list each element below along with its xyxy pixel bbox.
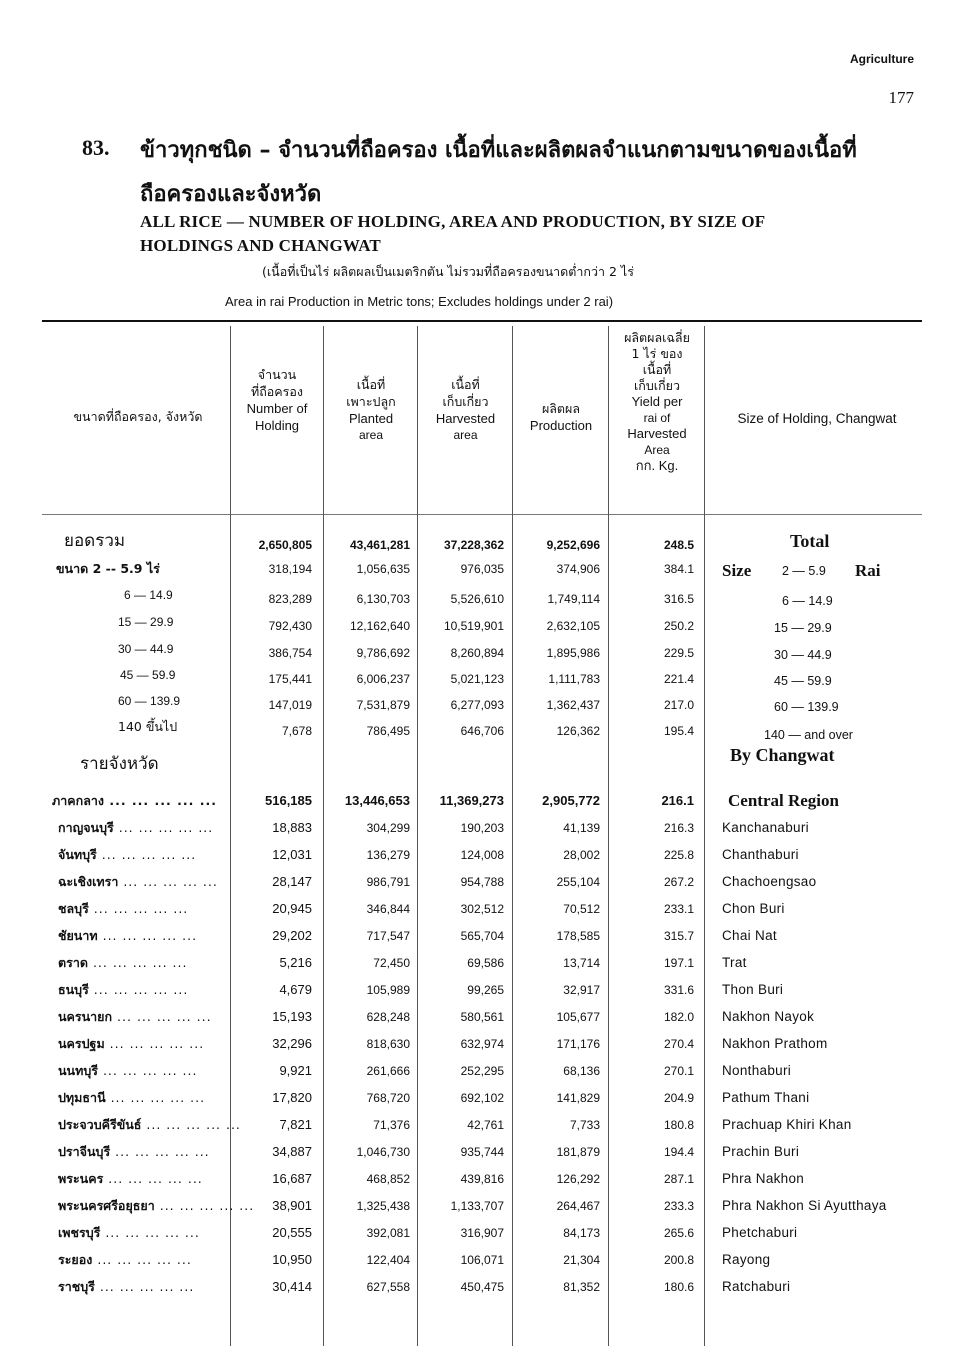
- cell-harvested: 565,704: [460, 929, 504, 943]
- cell-planted: 72,450: [373, 956, 410, 970]
- row-label-thai: ขนาด 2 -- 5.9 ไร่: [56, 561, 160, 576]
- cell-harvested: 316,907: [460, 1226, 504, 1240]
- cell-harvested: 976,035: [460, 562, 504, 576]
- table-row-region: [0, 788, 966, 814]
- table-row-total: [0, 528, 966, 554]
- row-label-thai: พระนครศรีอยุธยา ... ... ... ... ...: [58, 1198, 255, 1213]
- cell-production: 126,362: [556, 724, 600, 738]
- cell-yield: 248.5: [663, 538, 694, 552]
- header-number-of-holding: จำนวน ที่ถือครอง Number of Holding: [246, 367, 308, 433]
- cell-planted: 261,666: [366, 1064, 410, 1078]
- cell-holdings: 32,296: [272, 1036, 312, 1051]
- cell-harvested: 5,021,123: [450, 672, 504, 686]
- cell-yield: 287.1: [663, 1172, 694, 1186]
- table-row-changwat: [0, 1085, 966, 1111]
- cell-yield: 200.8: [663, 1253, 694, 1267]
- cell-planted: 13,446,653: [344, 793, 410, 808]
- row-label-english: Ratchaburi: [722, 1279, 791, 1294]
- title-english-line1: ALL RICE — NUMBER OF HOLDING, AREA AND PRODUCTION, BY SIZE OF: [140, 212, 766, 231]
- cell-holdings: 792,430: [268, 619, 312, 633]
- cell-production: 70,512: [563, 902, 600, 916]
- cell-harvested: 10,519,901: [443, 619, 504, 633]
- cell-yield: 197.1: [663, 956, 694, 970]
- cell-holdings: 7,678: [281, 724, 312, 738]
- cell-production: 28,002: [563, 848, 600, 862]
- row-label-thai: 30 — 44.9: [118, 642, 174, 656]
- table-row-changwat: [0, 1058, 966, 1084]
- cell-holdings: 28,147: [272, 874, 312, 889]
- cell-holdings: 4,679: [279, 982, 312, 997]
- cell-holdings: 9,921: [279, 1063, 312, 1078]
- size-suffix-english: Rai: [855, 561, 881, 580]
- row-label-english: 60 — 139.9: [774, 700, 839, 714]
- row-label-english: Phetchaburi: [722, 1225, 798, 1240]
- cell-yield: 250.2: [663, 619, 694, 633]
- cell-production: 181,879: [556, 1145, 600, 1159]
- cell-production: 21,304: [563, 1253, 600, 1267]
- cell-yield: 221.4: [663, 672, 694, 686]
- row-label-thai: ภาคกลาง ... ... ... ... ...: [52, 793, 217, 808]
- cell-holdings: 5,216: [279, 955, 312, 970]
- cell-holdings: 17,820: [272, 1090, 312, 1105]
- cell-holdings: 318,194: [268, 562, 312, 576]
- cell-planted: 7,531,879: [356, 698, 410, 712]
- cell-planted: 43,461,281: [349, 538, 410, 552]
- cell-production: 264,467: [556, 1199, 600, 1213]
- cell-harvested: 692,102: [460, 1091, 504, 1105]
- row-label-english: Nonthaburi: [722, 1063, 792, 1078]
- size-prefix-english: Size: [722, 561, 752, 580]
- cell-holdings: 2,650,805: [258, 538, 312, 552]
- cell-harvested: 450,475: [460, 1280, 504, 1294]
- table-row-changwat: [0, 815, 966, 841]
- note-english: Area in rai Production in Metric tons; Excludes holdings under 2 rai): [225, 294, 614, 309]
- table-number: 83.: [82, 135, 110, 160]
- cell-planted: 1,325,438: [356, 1199, 410, 1213]
- row-label-english: Prachin Buri: [722, 1144, 800, 1159]
- cell-production: 141,829: [556, 1091, 600, 1105]
- cell-holdings: 16,687: [272, 1171, 312, 1186]
- cell-harvested: 37,228,362: [443, 538, 504, 552]
- cell-yield: 233.3: [663, 1199, 694, 1213]
- cell-production: 1,895,986: [546, 646, 600, 660]
- cell-holdings: 30,414: [272, 1279, 312, 1294]
- row-label-english: Chachoengsao: [722, 874, 817, 889]
- cell-yield: 267.2: [663, 875, 694, 889]
- row-label-thai: ประจวบคีรีขันธ์ ... ... ... ... ...: [58, 1117, 241, 1132]
- row-label-thai: นครนายก ... ... ... ... ...: [58, 1009, 212, 1024]
- table-row-changwat: [0, 1274, 966, 1300]
- cell-holdings: 29,202: [272, 928, 312, 943]
- cell-yield: 270.4: [663, 1037, 694, 1051]
- row-label-thai: 15 — 29.9: [118, 615, 174, 629]
- table-row-changwat: [0, 1112, 966, 1138]
- cell-holdings: 147,019: [268, 698, 312, 712]
- header-row-label-thai: ขนาดที่ถือครอง, จังหวัด: [73, 409, 203, 424]
- cell-yield: 204.9: [663, 1091, 694, 1105]
- cell-holdings: 12,031: [272, 847, 312, 862]
- cell-planted: 12,162,640: [349, 619, 410, 633]
- row-label-english: Central Region: [728, 791, 839, 810]
- header-production: ผลิตผล Production: [529, 401, 593, 433]
- row-label-english: Nakhon Nayok: [722, 1009, 815, 1024]
- by-changwat-thai: รายจังหวัด: [80, 754, 159, 774]
- table-row-size: [0, 582, 966, 608]
- cell-planted: 9,786,692: [356, 646, 410, 660]
- table-row-changwat: [0, 1031, 966, 1057]
- table-row-changwat: [0, 1193, 966, 1219]
- cell-planted: 717,547: [366, 929, 410, 943]
- header-harvested-area: เนื้อที่ เก็บเกี่ยว Harvested area: [435, 377, 496, 442]
- row-label-thai: เพชรบุรี ... ... ... ... ...: [58, 1225, 200, 1240]
- cell-harvested: 69,586: [467, 956, 504, 970]
- row-label-english: Chon Buri: [722, 901, 785, 916]
- cell-harvested: 6,277,093: [450, 698, 504, 712]
- cell-production: 2,632,105: [546, 619, 600, 633]
- cell-yield: 182.0: [663, 1010, 694, 1024]
- table-row-size: [0, 714, 966, 740]
- cell-planted: 346,844: [366, 902, 410, 916]
- by-changwat-english: By Changwat: [730, 745, 835, 765]
- table-row-changwat: [0, 1220, 966, 1246]
- cell-planted: 468,852: [366, 1172, 410, 1186]
- cell-planted: 6,006,237: [356, 672, 410, 686]
- table-row-changwat: [0, 1004, 966, 1030]
- row-label-thai: นนทบุรี ... ... ... ... ...: [58, 1063, 198, 1078]
- table-row-changwat: [0, 896, 966, 922]
- row-label-english: Total: [790, 531, 830, 551]
- row-label-english: Rayong: [722, 1252, 771, 1267]
- row-label-english: Nakhon Prathom: [722, 1036, 828, 1051]
- cell-production: 81,352: [563, 1280, 600, 1294]
- cell-planted: 1,046,730: [356, 1145, 410, 1159]
- cell-yield: 331.6: [663, 983, 694, 997]
- header-planted-area: เนื้อที่ เพาะปลูก Planted area: [346, 377, 396, 442]
- row-label-english: 140 — and over: [764, 728, 853, 742]
- cell-harvested: 252,295: [460, 1064, 504, 1078]
- cell-production: 178,585: [556, 929, 600, 943]
- cell-planted: 986,791: [366, 875, 410, 889]
- page-number: 177: [888, 88, 914, 107]
- row-label-thai: จันทบุรี ... ... ... ... ...: [58, 847, 197, 862]
- cell-holdings: 20,555: [272, 1225, 312, 1240]
- row-label-english: Phra Nakhon Si Ayutthaya: [722, 1198, 887, 1213]
- cell-holdings: 516,185: [265, 793, 312, 808]
- cell-harvested: 5,526,610: [450, 592, 504, 606]
- table-row-size: [0, 609, 966, 635]
- cell-harvested: 646,706: [460, 724, 504, 738]
- cell-harvested: 190,203: [460, 821, 504, 835]
- cell-yield: 315.7: [663, 929, 694, 943]
- cell-production: 126,292: [556, 1172, 600, 1186]
- cell-yield: 229.5: [663, 646, 694, 660]
- cell-yield: 225.8: [663, 848, 694, 862]
- row-label-english: 2 — 5.9: [782, 564, 826, 578]
- row-label-english: Chai Nat: [722, 928, 777, 943]
- row-label-english: Prachuap Khiri Khan: [722, 1117, 852, 1132]
- cell-production: 255,104: [556, 875, 600, 889]
- cell-planted: 392,081: [366, 1226, 410, 1240]
- row-label-thai: 45 — 59.9: [120, 668, 176, 682]
- cell-harvested: 302,512: [460, 902, 504, 916]
- title-english-line2: HOLDINGS AND CHANGWAT: [140, 236, 381, 255]
- row-label-thai: ยอดรวม: [64, 531, 126, 551]
- cell-production: 84,173: [563, 1226, 600, 1240]
- cell-planted: 6,130,703: [356, 592, 410, 606]
- header-bottom-rule: [42, 514, 922, 515]
- row-label-english: Chanthaburi: [722, 847, 799, 862]
- cell-harvested: 935,744: [460, 1145, 504, 1159]
- section-label: Agriculture: [849, 52, 914, 66]
- cell-harvested: 954,788: [460, 875, 504, 889]
- cell-harvested: 8,260,894: [450, 646, 504, 660]
- cell-harvested: 1,133,707: [450, 1199, 504, 1213]
- header-yield-per-rai: ผลิตผลเฉลี่ย 1 ไร่ ของ เนื้อที่ เก็บเกี่ยว Yield per rai of Harvested Area กก. Kg.: [624, 330, 690, 473]
- cell-production: 7,733: [569, 1118, 600, 1132]
- row-label-english: 15 — 29.9: [774, 621, 832, 635]
- row-label-thai: ระยอง ... ... ... ... ...: [58, 1252, 192, 1267]
- cell-holdings: 7,821: [279, 1117, 312, 1132]
- row-label-english: Kanchanaburi: [722, 820, 809, 835]
- cell-yield: 270.1: [663, 1064, 694, 1078]
- row-label-thai: ปทุมธานี ... ... ... ... ...: [58, 1090, 206, 1105]
- table-row-changwat: [0, 950, 966, 976]
- cell-planted: 627,558: [366, 1280, 410, 1294]
- cell-yield: 195.4: [663, 724, 694, 738]
- cell-planted: 786,495: [366, 724, 410, 738]
- cell-production: 2,905,772: [542, 793, 600, 808]
- row-label-thai: กาญจนบุรี ... ... ... ... ...: [58, 820, 214, 835]
- cell-yield: 217.0: [663, 698, 694, 712]
- cell-holdings: 15,193: [272, 1009, 312, 1024]
- cell-holdings: 18,883: [272, 820, 312, 835]
- cell-yield: 180.6: [663, 1280, 694, 1294]
- title-thai-line1: ข้าวทุกชนิด – จำนวนที่ถือครอง เนื้อที่และผลิตผลจำแนกตามขนาดของเนื้อที่: [140, 138, 857, 163]
- row-label-thai: ราชบุรี ... ... ... ... ...: [58, 1279, 195, 1294]
- row-label-thai: พระนคร ... ... ... ... ...: [58, 1171, 203, 1186]
- cell-harvested: 632,974: [460, 1037, 504, 1051]
- row-label-thai: ตราด ... ... ... ... ...: [58, 955, 188, 970]
- cell-harvested: 580,561: [460, 1010, 504, 1024]
- row-label-english: Trat: [722, 955, 747, 970]
- cell-planted: 71,376: [373, 1118, 410, 1132]
- cell-planted: 136,279: [366, 848, 410, 862]
- cell-harvested: 439,816: [460, 1172, 504, 1186]
- row-label-english: 45 — 59.9: [774, 674, 832, 688]
- row-label-english: 6 — 14.9: [782, 594, 833, 608]
- cell-production: 68,136: [563, 1064, 600, 1078]
- row-label-thai: นครปฐม ... ... ... ... ...: [58, 1036, 205, 1051]
- row-label-thai: 140 ขึ้นไป: [118, 719, 178, 734]
- cell-holdings: 34,887: [272, 1144, 312, 1159]
- title-thai-line2: ถือครองและจังหวัด: [140, 182, 322, 207]
- row-label-english: Phra Nakhon: [722, 1171, 805, 1186]
- cell-production: 13,714: [563, 956, 600, 970]
- cell-holdings: 38,901: [272, 1198, 312, 1213]
- row-label-thai: ชลบุรี ... ... ... ... ...: [58, 901, 189, 916]
- table-row-changwat: [0, 1166, 966, 1192]
- table-row-changwat: [0, 869, 966, 895]
- cell-production: 1,111,783: [548, 672, 600, 686]
- table-row-changwat: [0, 923, 966, 949]
- header-row-label-english: Size of Holding, Changwat: [737, 411, 897, 426]
- note-thai: (เนื้อที่เป็นไร่ ผลิตผลเป็นเมตริกตัน ไม่รวมที่ถือครองขนาดต่ำกว่า 2 ไร่: [262, 264, 634, 279]
- cell-production: 9,252,696: [546, 538, 600, 552]
- cell-planted: 1,056,635: [356, 562, 410, 576]
- cell-production: 374,906: [556, 562, 600, 576]
- cell-planted: 818,630: [366, 1037, 410, 1051]
- cell-production: 171,176: [556, 1037, 600, 1051]
- row-label-thai: ชัยนาท ... ... ... ... ...: [58, 928, 198, 943]
- table-row-size: [0, 636, 966, 662]
- cell-holdings: 175,441: [268, 672, 312, 686]
- cell-harvested: 106,071: [460, 1253, 504, 1267]
- cell-production: 105,677: [556, 1010, 600, 1024]
- row-label-english: Thon Buri: [722, 982, 784, 997]
- row-label-thai: ธนบุรี ... ... ... ... ...: [58, 982, 189, 997]
- row-label-thai: ปราจีนบุรี ... ... ... ... ...: [58, 1144, 210, 1159]
- cell-harvested: 11,369,273: [439, 793, 504, 808]
- table-row-changwat: [0, 842, 966, 868]
- cell-production: 1,362,437: [546, 698, 600, 712]
- cell-harvested: 42,761: [467, 1118, 504, 1132]
- cell-harvested: 99,265: [467, 983, 504, 997]
- cell-production: 1,749,114: [547, 592, 600, 606]
- cell-yield: 216.1: [661, 793, 694, 808]
- cell-yield: 233.1: [663, 902, 694, 916]
- cell-planted: 628,248: [366, 1010, 410, 1024]
- table-row-changwat: [0, 1247, 966, 1273]
- row-label-thai: 60 — 139.9: [118, 694, 181, 708]
- cell-yield: 265.6: [663, 1226, 694, 1240]
- table-row-size: [0, 688, 966, 714]
- table-row-changwat: [0, 977, 966, 1003]
- cell-production: 41,139: [563, 821, 600, 835]
- table-row-size: [0, 556, 966, 582]
- row-label-english: Pathum Thani: [722, 1090, 810, 1105]
- cell-holdings: 20,945: [272, 901, 312, 916]
- cell-harvested: 124,008: [460, 848, 504, 862]
- cell-yield: 316.5: [663, 592, 694, 606]
- cell-planted: 105,989: [366, 983, 410, 997]
- row-label-thai: 6 — 14.9: [124, 588, 173, 602]
- cell-planted: 304,299: [366, 821, 410, 835]
- cell-holdings: 386,754: [268, 646, 312, 660]
- table-row-changwat: [0, 1139, 966, 1165]
- row-label-english: 30 — 44.9: [774, 648, 832, 662]
- row-label-thai: ฉะเชิงเทรา ... ... ... ... ...: [58, 874, 218, 889]
- table-top-rule: [42, 320, 922, 322]
- cell-planted: 122,404: [366, 1253, 410, 1267]
- cell-yield: 194.4: [663, 1145, 694, 1159]
- cell-yield: 180.8: [663, 1118, 694, 1132]
- cell-production: 32,917: [563, 983, 600, 997]
- cell-yield: 384.1: [663, 562, 694, 576]
- cell-holdings: 823,289: [268, 592, 312, 606]
- cell-holdings: 10,950: [272, 1252, 312, 1267]
- table-row-size: [0, 662, 966, 688]
- cell-planted: 768,720: [366, 1091, 410, 1105]
- cell-yield: 216.3: [663, 821, 694, 835]
